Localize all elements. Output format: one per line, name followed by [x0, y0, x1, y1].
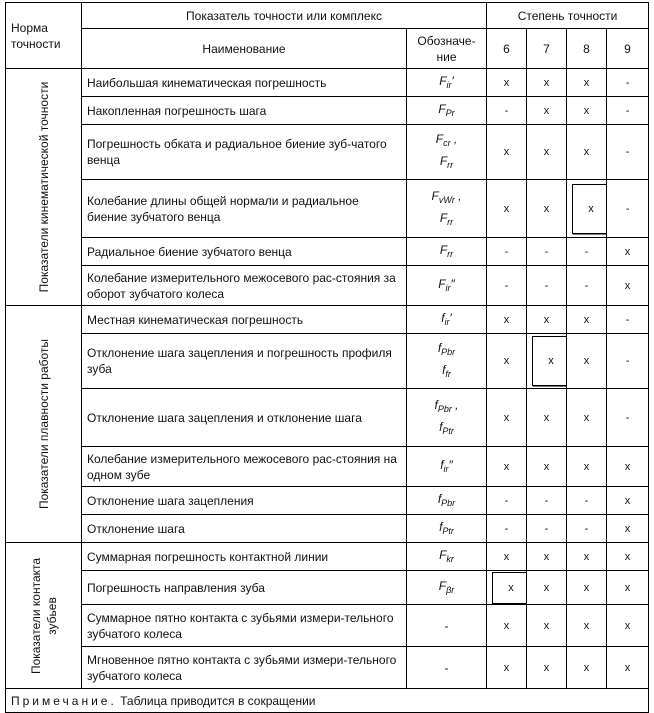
symbol-subscript: βr	[446, 584, 455, 595]
row-designation	[407, 306, 487, 334]
degree-mark-7	[527, 605, 567, 647]
mark-value: -	[504, 245, 509, 258]
mark-value: -	[504, 494, 509, 507]
mark-value: x	[543, 550, 550, 563]
degree-mark-8	[567, 447, 607, 487]
degree-mark-7	[527, 571, 567, 605]
symbol-base: -	[444, 618, 449, 633]
degree-mark-8	[567, 543, 607, 571]
mark-value: -	[584, 279, 589, 292]
row-designation	[407, 389, 487, 447]
degree-mark-7	[527, 487, 567, 515]
mark-value: x	[583, 355, 590, 367]
designation-symbol	[412, 396, 481, 418]
group-label: Показатели контакта зубьев	[28, 557, 59, 674]
degree-mark-6	[487, 125, 527, 180]
symbol-subscript: vWr	[438, 194, 455, 205]
mark-value: -	[504, 522, 509, 535]
degree-mark-7	[527, 647, 567, 689]
note-cell	[6, 689, 649, 713]
group-label-cell	[6, 69, 82, 306]
table-row	[6, 334, 649, 389]
row-designation	[407, 125, 487, 180]
row-designation	[407, 69, 487, 97]
symbol-mark: ,	[454, 188, 462, 203]
mark-value: x	[543, 661, 550, 674]
row-name: Колебание измерительного межосевого рас-стояния за оборот зубчатого колеса	[82, 266, 407, 306]
degree-mark-7	[527, 389, 567, 447]
degree-mark-8	[567, 266, 607, 306]
degree-mark-9	[607, 389, 649, 447]
symbol-base: F	[439, 242, 448, 257]
table-row	[6, 238, 649, 266]
mark-value: x	[543, 313, 550, 326]
degree-mark-9	[607, 238, 649, 266]
mark-value: x	[543, 146, 550, 158]
degree-mark-9	[607, 266, 649, 306]
designation-symbol	[412, 72, 481, 94]
mark-value: -	[544, 245, 549, 258]
degree-mark-9	[607, 180, 649, 238]
symbol-base: f	[440, 457, 444, 472]
row-name: Наибольшая кинематическая погрешность	[82, 69, 407, 97]
symbol-base: f	[437, 491, 442, 506]
header-degree-6: 6	[487, 29, 527, 69]
mark-value: x	[503, 146, 510, 158]
degree-mark-6	[487, 487, 527, 515]
symbol-base: F	[435, 132, 444, 146]
symbol-mark: ,	[451, 397, 459, 412]
mark-value: x	[583, 76, 590, 89]
designation-symbol	[412, 659, 481, 677]
highlighted-mark: x	[532, 336, 567, 386]
degree-mark-8	[567, 389, 607, 447]
mark-value: -	[504, 104, 509, 117]
degree-mark-6	[487, 69, 527, 97]
symbol-base: -	[444, 660, 449, 675]
table-row	[6, 389, 649, 447]
mark-value: x	[503, 313, 510, 326]
designation-symbol	[412, 130, 481, 152]
header-norm: Норма точности	[6, 3, 82, 69]
designation-symbol	[412, 339, 481, 361]
degree-mark-8	[567, 238, 607, 266]
table-row	[6, 180, 649, 238]
note-label: Примечание.	[11, 693, 117, 708]
mark-value: x	[624, 279, 631, 292]
row-name: Местная кинематическая погрешность	[82, 306, 407, 334]
mark-value: -	[544, 494, 549, 507]
symbol-mark: ′	[451, 73, 454, 88]
mark-value: x	[583, 550, 590, 563]
mark-value: -	[544, 279, 549, 292]
symbol-subscript: Pbr	[437, 403, 452, 414]
mark-value: x	[624, 619, 631, 632]
symbol-subscript: rr	[447, 248, 454, 259]
symbol-subscript: rr	[447, 216, 454, 227]
degree-mark-6	[487, 334, 527, 389]
degree-mark-6	[487, 543, 527, 571]
mark-value: -	[625, 202, 630, 215]
degree-mark-6	[487, 515, 527, 543]
row-designation	[407, 515, 487, 543]
table-row	[6, 571, 649, 605]
degree-mark-7	[527, 97, 567, 125]
mark-value: x	[503, 460, 510, 473]
designation-symbol	[412, 309, 481, 331]
table-row	[6, 647, 649, 689]
row-designation	[407, 334, 487, 389]
symbol-base: F	[438, 578, 447, 593]
symbol-base: F	[439, 210, 448, 225]
degree-mark-8	[567, 306, 607, 334]
row-designation	[407, 605, 487, 647]
degree-mark-6	[487, 97, 527, 125]
mark-value: -	[544, 522, 549, 535]
symbol-subscript: Pbr	[441, 497, 456, 508]
degree-mark-6	[487, 447, 527, 487]
mark-value: x	[543, 202, 550, 215]
header-row-2	[6, 29, 649, 69]
mark-value: x	[503, 550, 510, 563]
table-row	[6, 97, 649, 125]
degree-mark-8	[567, 571, 607, 605]
row-name: Погрешность направления зуба	[82, 571, 407, 605]
row-name: Колебание измерительного межосевого рас-стояния на одном зубе	[82, 447, 407, 487]
degree-mark-9	[607, 69, 649, 97]
group-label: Показатели плавности работы	[36, 338, 51, 510]
designation-symbol	[412, 100, 481, 122]
table-row	[6, 69, 649, 97]
mark-value: x	[624, 550, 631, 563]
note-text: Таблица приводится в сокращении	[116, 693, 316, 708]
degree-mark-7	[527, 266, 567, 306]
row-name: Отклонение шага зацепления и отклонение шага	[82, 389, 407, 447]
symbol-subscript: Pr	[445, 107, 455, 118]
degree-mark-7	[527, 125, 567, 180]
symbol-mark: ,	[450, 132, 458, 146]
row-designation	[407, 447, 487, 487]
highlighted-mark: x	[572, 184, 607, 234]
mark-value: -	[625, 146, 630, 158]
symbol-subscript: Ptr	[442, 525, 454, 536]
mark-value: x	[624, 494, 631, 507]
designation-symbol	[412, 577, 481, 599]
degree-mark-8	[567, 180, 607, 238]
mark-value: x	[503, 619, 510, 632]
header-designation: Обозначе-ние	[407, 29, 487, 69]
symbol-subscript: kr	[446, 553, 454, 564]
degree-mark-9	[607, 125, 649, 180]
degree-mark-7	[527, 238, 567, 266]
degree-mark-6	[487, 306, 527, 334]
mark-value: x	[583, 313, 590, 326]
symbol-subscript: rr	[447, 160, 454, 170]
degree-mark-8	[567, 97, 607, 125]
mark-value: x	[624, 581, 631, 594]
degree-mark-6	[487, 266, 527, 306]
mark-value: x	[583, 661, 590, 674]
row-name: Суммарная погрешность контактной линии	[82, 543, 407, 571]
degree-mark-7	[527, 515, 567, 543]
precision-table	[5, 2, 649, 713]
group-label-cell	[6, 306, 82, 543]
symbol-subscript: ir	[443, 463, 449, 474]
header-degree-9: 9	[607, 29, 649, 69]
table-row	[6, 306, 649, 334]
designation-symbol	[412, 617, 481, 635]
degree-mark-8	[567, 334, 607, 389]
symbol-subscript: fr	[445, 369, 451, 379]
row-name: Накопленная погрешность шага	[82, 97, 407, 125]
mark-value: x	[583, 104, 590, 117]
row-name: Отклонение шага зацепления	[82, 487, 407, 515]
mark-value: x	[624, 460, 631, 473]
mark-value: -	[625, 313, 630, 326]
symbol-base: F	[431, 188, 439, 203]
mark-value: x	[583, 146, 590, 158]
degree-mark-6	[487, 238, 527, 266]
header-degree: Степень точности	[487, 3, 649, 29]
degree-mark-8	[567, 605, 607, 647]
symbol-subscript: cr	[443, 138, 451, 148]
designation-symbol	[412, 152, 481, 174]
degree-mark-9	[607, 334, 649, 389]
designation-symbol	[412, 275, 481, 297]
mark-value: -	[625, 104, 630, 117]
designation-symbol	[412, 546, 481, 568]
degree-mark-9	[607, 487, 649, 515]
mark-value: x	[583, 619, 590, 632]
row-name: Отклонение шага	[82, 515, 407, 543]
mark-value: x	[503, 355, 510, 367]
symbol-base: F	[438, 276, 446, 291]
row-name: Суммарное пятно контакта с зубьями измери-тельного зубчатого колеса	[82, 605, 407, 647]
mark-value: x	[503, 202, 510, 215]
header-degree-8: 8	[567, 29, 607, 69]
degree-mark-9	[607, 605, 649, 647]
designation-symbol	[412, 518, 481, 540]
table-row	[6, 487, 649, 515]
note-row	[6, 689, 649, 713]
degree-mark-7	[527, 543, 567, 571]
symbol-base: F	[439, 73, 447, 88]
mark-value: x	[503, 76, 510, 89]
symbol-subscript: Pbr	[441, 347, 456, 357]
header-row-1	[6, 3, 649, 29]
mark-value: -	[584, 522, 589, 535]
mark-value: -	[584, 245, 589, 258]
symbol-subscript: ir	[444, 316, 450, 327]
degree-mark-6	[487, 180, 527, 238]
degree-mark-8	[567, 487, 607, 515]
degree-mark-9	[607, 647, 649, 689]
degree-mark-8	[567, 69, 607, 97]
mark-value: x	[583, 460, 590, 473]
header-param: Показатель точности или комплекс	[82, 3, 487, 29]
table-row	[6, 515, 649, 543]
mark-value: -	[625, 355, 630, 367]
group-label: Показатели кинематической точности	[36, 81, 51, 293]
degree-mark-7	[527, 69, 567, 97]
symbol-base: f	[439, 519, 443, 534]
designation-symbol	[412, 456, 481, 478]
symbol-mark: ′	[449, 310, 452, 325]
degree-mark-9	[607, 447, 649, 487]
mark-value: x	[543, 581, 550, 594]
mark-value: -	[504, 279, 509, 292]
mark-value: x	[543, 411, 550, 424]
mark-value: x	[503, 411, 510, 424]
symbol-base: F	[438, 101, 446, 116]
degree-mark-7	[527, 334, 567, 389]
symbol-subscript: Ptr	[442, 425, 454, 436]
table-row	[6, 543, 649, 571]
symbol-base: f	[437, 341, 442, 355]
table-row	[6, 125, 649, 180]
row-name: Мгновенное пятно контакта с зубьями измери-тельного зубчатого колеса	[82, 647, 407, 689]
designation-symbol	[412, 490, 481, 512]
symbol-subscript: ir	[445, 282, 451, 293]
mark-value: -	[625, 76, 630, 89]
row-designation	[407, 97, 487, 125]
row-name: Радиальное биение зубчатого венца	[82, 238, 407, 266]
symbol-base: f	[441, 310, 445, 325]
row-name: Погрешность обката и радиальное биение зуб-чатого венца	[82, 125, 407, 180]
degree-mark-9	[607, 97, 649, 125]
highlighted-mark: x	[492, 572, 527, 604]
symbol-base: F	[439, 154, 448, 168]
designation-symbol	[412, 187, 481, 209]
degree-mark-9	[607, 571, 649, 605]
mark-value: x	[543, 460, 550, 473]
mark-value: x	[624, 522, 631, 535]
table-row	[6, 447, 649, 487]
header-degree-7: 7	[527, 29, 567, 69]
row-designation	[407, 238, 487, 266]
table-row	[6, 266, 649, 306]
mark-value: x	[624, 245, 631, 258]
mark-value: x	[543, 619, 550, 632]
mark-value: x	[583, 581, 590, 594]
table-row	[6, 605, 649, 647]
row-name: Колебание длины общей нормали и радиальное биение зубчатого венца	[82, 180, 407, 238]
mark-value: -	[625, 411, 630, 424]
mark-value: x	[583, 411, 590, 424]
symbol-base: f	[439, 419, 443, 434]
symbol-base: f	[442, 363, 446, 377]
degree-mark-6	[487, 605, 527, 647]
designation-symbol	[412, 361, 481, 383]
degree-mark-6	[487, 647, 527, 689]
designation-symbol	[412, 418, 481, 440]
row-designation	[407, 543, 487, 571]
row-designation	[407, 266, 487, 306]
degree-mark-8	[567, 125, 607, 180]
symbol-base: F	[439, 547, 447, 562]
designation-symbol	[412, 241, 481, 263]
degree-mark-9	[607, 306, 649, 334]
row-designation	[407, 180, 487, 238]
degree-mark-9	[607, 515, 649, 543]
mark-value: x	[543, 76, 550, 89]
degree-mark-7	[527, 306, 567, 334]
mark-value: -	[584, 494, 589, 507]
row-designation	[407, 487, 487, 515]
symbol-base: f	[434, 397, 438, 412]
degree-mark-8	[567, 647, 607, 689]
degree-mark-6	[487, 389, 527, 447]
degree-mark-7	[527, 447, 567, 487]
group-label-cell	[6, 543, 82, 689]
degree-mark-9	[607, 543, 649, 571]
header-name: Наименование	[82, 29, 407, 69]
mark-value: x	[503, 661, 510, 674]
symbol-mark: ″	[448, 457, 453, 472]
designation-symbol	[412, 209, 481, 231]
row-designation	[407, 647, 487, 689]
mark-value: x	[624, 661, 631, 674]
degree-mark-7	[527, 180, 567, 238]
degree-mark-8	[567, 515, 607, 543]
symbol-subscript: ir	[446, 79, 452, 90]
mark-value: x	[543, 104, 550, 117]
row-name: Отклонение шага зацепления и погрешность профиля зуба	[82, 334, 407, 389]
row-designation	[407, 571, 487, 605]
degree-mark-6	[487, 571, 527, 605]
symbol-mark: ″	[450, 276, 455, 291]
